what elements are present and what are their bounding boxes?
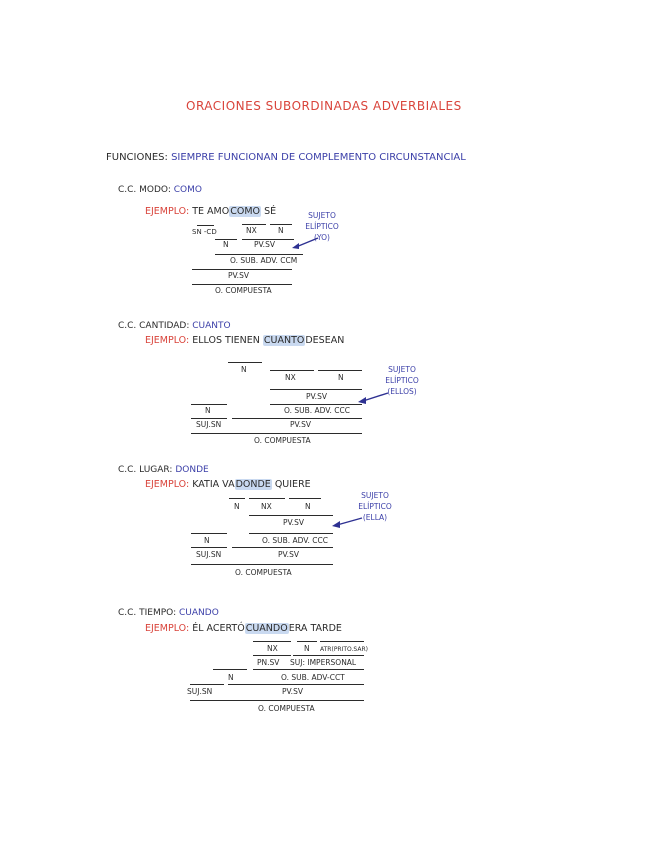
- lugar-label-oc: O. COMPUESTA: [235, 568, 292, 577]
- cantidad-line-oc: [191, 433, 362, 434]
- cantidad-note-line2: ELÍPTICO: [385, 376, 419, 385]
- tiempo-sentence-post: ERA TARDE: [288, 623, 342, 634]
- tiempo-line-osub: [253, 669, 364, 670]
- tiempo-line-pv: [228, 684, 364, 685]
- lugar-sentence-highlight: DONDE: [235, 479, 271, 490]
- tiempo-line-nsuj: [213, 669, 247, 670]
- tiempo-line-nx: [253, 641, 291, 642]
- modo-sentence-post: SÉ: [264, 206, 277, 217]
- tiempo-heading: [118, 608, 219, 618]
- funciones-text: SIEMPRE FUNCIONAN DE COMPLEMENTO CIRCUNSTANCIAL: [171, 152, 466, 163]
- modo-label-pv: PV.SV: [254, 240, 275, 249]
- tiempo-line-suj: [190, 684, 224, 685]
- tiempo-heading-label: C.C. TIEMPO:: [118, 608, 177, 618]
- lugar-line-osub: [249, 533, 333, 534]
- lugar-label-pv2: PV.SV: [278, 550, 299, 559]
- cantidad-example: [145, 335, 344, 346]
- modo-line-oc: [192, 284, 292, 285]
- tiempo-line-atr: [320, 641, 364, 642]
- cantidad-heading-label: C.C. CANTIDAD:: [118, 321, 190, 331]
- lugar-sentence-pre: KATIA VA: [192, 479, 235, 490]
- cantidad-line-n2: [318, 370, 362, 371]
- modo-label-n2: N: [278, 226, 284, 235]
- lugar-label-nsuj: N: [204, 536, 210, 545]
- lugar-label-pv: PV.SV: [283, 518, 304, 527]
- tiempo-sentence-highlight: CUANDO: [245, 623, 288, 634]
- cantidad-sentence-pre: ELLOS TIENEN: [192, 335, 260, 346]
- cantidad-line-nsuj: [191, 404, 227, 405]
- tiempo-label-oc: O. COMPUESTA: [258, 704, 315, 713]
- modo-line-sn: [197, 225, 214, 226]
- lugar-example: [145, 479, 311, 490]
- cantidad-heading: [118, 321, 231, 331]
- modo-ejemplo-label: EJEMPLO:: [145, 206, 190, 217]
- tiempo-line-n: [297, 641, 317, 642]
- lugar-line-suj: [191, 547, 227, 548]
- tiempo-label-sujimp: SUJ: IMPERSONAL: [290, 658, 357, 667]
- lugar-label-n2: N: [305, 502, 311, 511]
- modo-label-sncd: SN -CD: [192, 228, 217, 236]
- cantidad-label-suj: SUJ.SN: [196, 420, 222, 429]
- lugar-line-n1: [229, 498, 245, 499]
- modo-heading-label: C.C. MODO:: [118, 185, 171, 195]
- modo-note-line1: SUJETO: [308, 211, 336, 220]
- tiempo-label-atr: ATR(PRITO.SAR): [320, 646, 368, 653]
- modo-line-n2: [270, 224, 292, 225]
- lugar-note-line3: (ELLA): [362, 513, 388, 522]
- lugar-line-n2: [289, 498, 321, 499]
- lugar-word: DONDE: [175, 465, 209, 475]
- lugar-note-line2: ELÍPTICO: [358, 502, 392, 511]
- lugar-line-pv: [249, 515, 333, 516]
- cantidad-label-n2: N: [338, 373, 344, 382]
- cantidad-line-suj: [191, 418, 227, 419]
- modo-heading: [118, 185, 202, 195]
- lugar-note-line1: SUJETO: [361, 491, 389, 500]
- cantidad-sentence-highlight: CUANTO: [263, 335, 305, 346]
- tiempo-label-osub: O. SUB. ADV-CCT: [281, 673, 345, 682]
- cantidad-label-nx: NX: [285, 373, 296, 382]
- cantidad-line-ntop: [228, 362, 262, 363]
- cantidad-line-nx: [270, 370, 314, 371]
- modo-sentence-highlight: COMO: [230, 206, 261, 217]
- cantidad-arrow-icon: [356, 391, 390, 405]
- cantidad-label-ntop: N: [241, 365, 247, 374]
- lugar-ejemplo-label: EJEMPLO:: [145, 479, 190, 490]
- tiempo-label-pn: PN.SV: [257, 658, 280, 667]
- modo-arrow-icon: [290, 236, 320, 250]
- cantidad-word: CUANTO: [192, 321, 231, 331]
- lugar-sentence-post: QUIERE: [274, 479, 311, 490]
- cantidad-label-oc: O. COMPUESTA: [254, 436, 311, 445]
- modo-label-osub: O. SUB. ADV. CCM: [230, 256, 298, 265]
- modo-example: [145, 206, 276, 217]
- lugar-label-n1: N: [234, 502, 240, 511]
- page-title: ORACIONES SUBORDINADAS ADVERBIALES: [186, 99, 462, 113]
- lugar-heading: [118, 465, 209, 475]
- cantidad-note-line3: (ELLOS): [387, 387, 417, 396]
- modo-word: COMO: [173, 185, 202, 195]
- cantidad-label-pv: PV.SV: [306, 392, 327, 401]
- lugar-line-nx: [249, 498, 285, 499]
- tiempo-line-oc: [190, 700, 364, 701]
- cantidad-line-pv: [270, 389, 362, 390]
- modo-line-osub: [215, 254, 303, 255]
- modo-label-pv2: PV.SV: [228, 271, 249, 280]
- tiempo-line-sujimp: [293, 655, 364, 656]
- tiempo-line-pn: [253, 655, 291, 656]
- lugar-arrow-icon: [330, 514, 364, 528]
- tiempo-ejemplo-label: EJEMPLO:: [145, 623, 190, 634]
- modo-sentence-pre: TE AMO: [192, 206, 230, 217]
- tiempo-label-pv: PV.SV: [282, 687, 303, 696]
- modo-label-oc: O. COMPUESTA: [215, 286, 272, 295]
- funciones-line: [106, 152, 466, 163]
- lugar-heading-label: C.C. LUGAR:: [118, 465, 173, 475]
- lugar-line-oc: [191, 564, 333, 565]
- cantidad-label-nsuj: N: [205, 406, 211, 415]
- lugar-label-suj: SUJ.SN: [196, 550, 222, 559]
- modo-line-nx: [242, 224, 266, 225]
- cantidad-line-osub: [270, 404, 362, 405]
- cantidad-sentence-post: DESEAN: [305, 335, 345, 346]
- lugar-line-pv2: [232, 547, 333, 548]
- lugar-label-nx: NX: [261, 502, 272, 511]
- cantidad-note-line1: SUJETO: [388, 365, 416, 374]
- tiempo-sentence-pre: ÉL ACERTÓ: [192, 623, 245, 634]
- funciones-label: FUNCIONES:: [106, 152, 168, 163]
- tiempo-label-nx: NX: [267, 644, 278, 653]
- lugar-label-osub: O. SUB. ADV. CCC: [262, 536, 328, 545]
- lugar-line-nsuj: [191, 533, 227, 534]
- modo-note-line2: ELÍPTICO: [305, 222, 339, 231]
- modo-note-line3: (YO): [314, 233, 330, 242]
- tiempo-example: [145, 623, 342, 634]
- cantidad-line-pv2: [232, 418, 362, 419]
- modo-line-pv2: [192, 269, 292, 270]
- tiempo-label-suj: SUJ.SN: [187, 687, 213, 696]
- modo-label-n1: N: [223, 240, 229, 249]
- cantidad-label-pv2: PV.SV: [290, 420, 311, 429]
- cantidad-ejemplo-label: EJEMPLO:: [145, 335, 190, 346]
- modo-label-nx: NX: [246, 226, 257, 235]
- tiempo-label-n: N: [304, 644, 310, 653]
- cantidad-label-osub: O. SUB. ADV. CCC: [284, 406, 350, 415]
- tiempo-word: CUANDO: [179, 608, 219, 618]
- tiempo-label-nsuj: N: [228, 673, 234, 682]
